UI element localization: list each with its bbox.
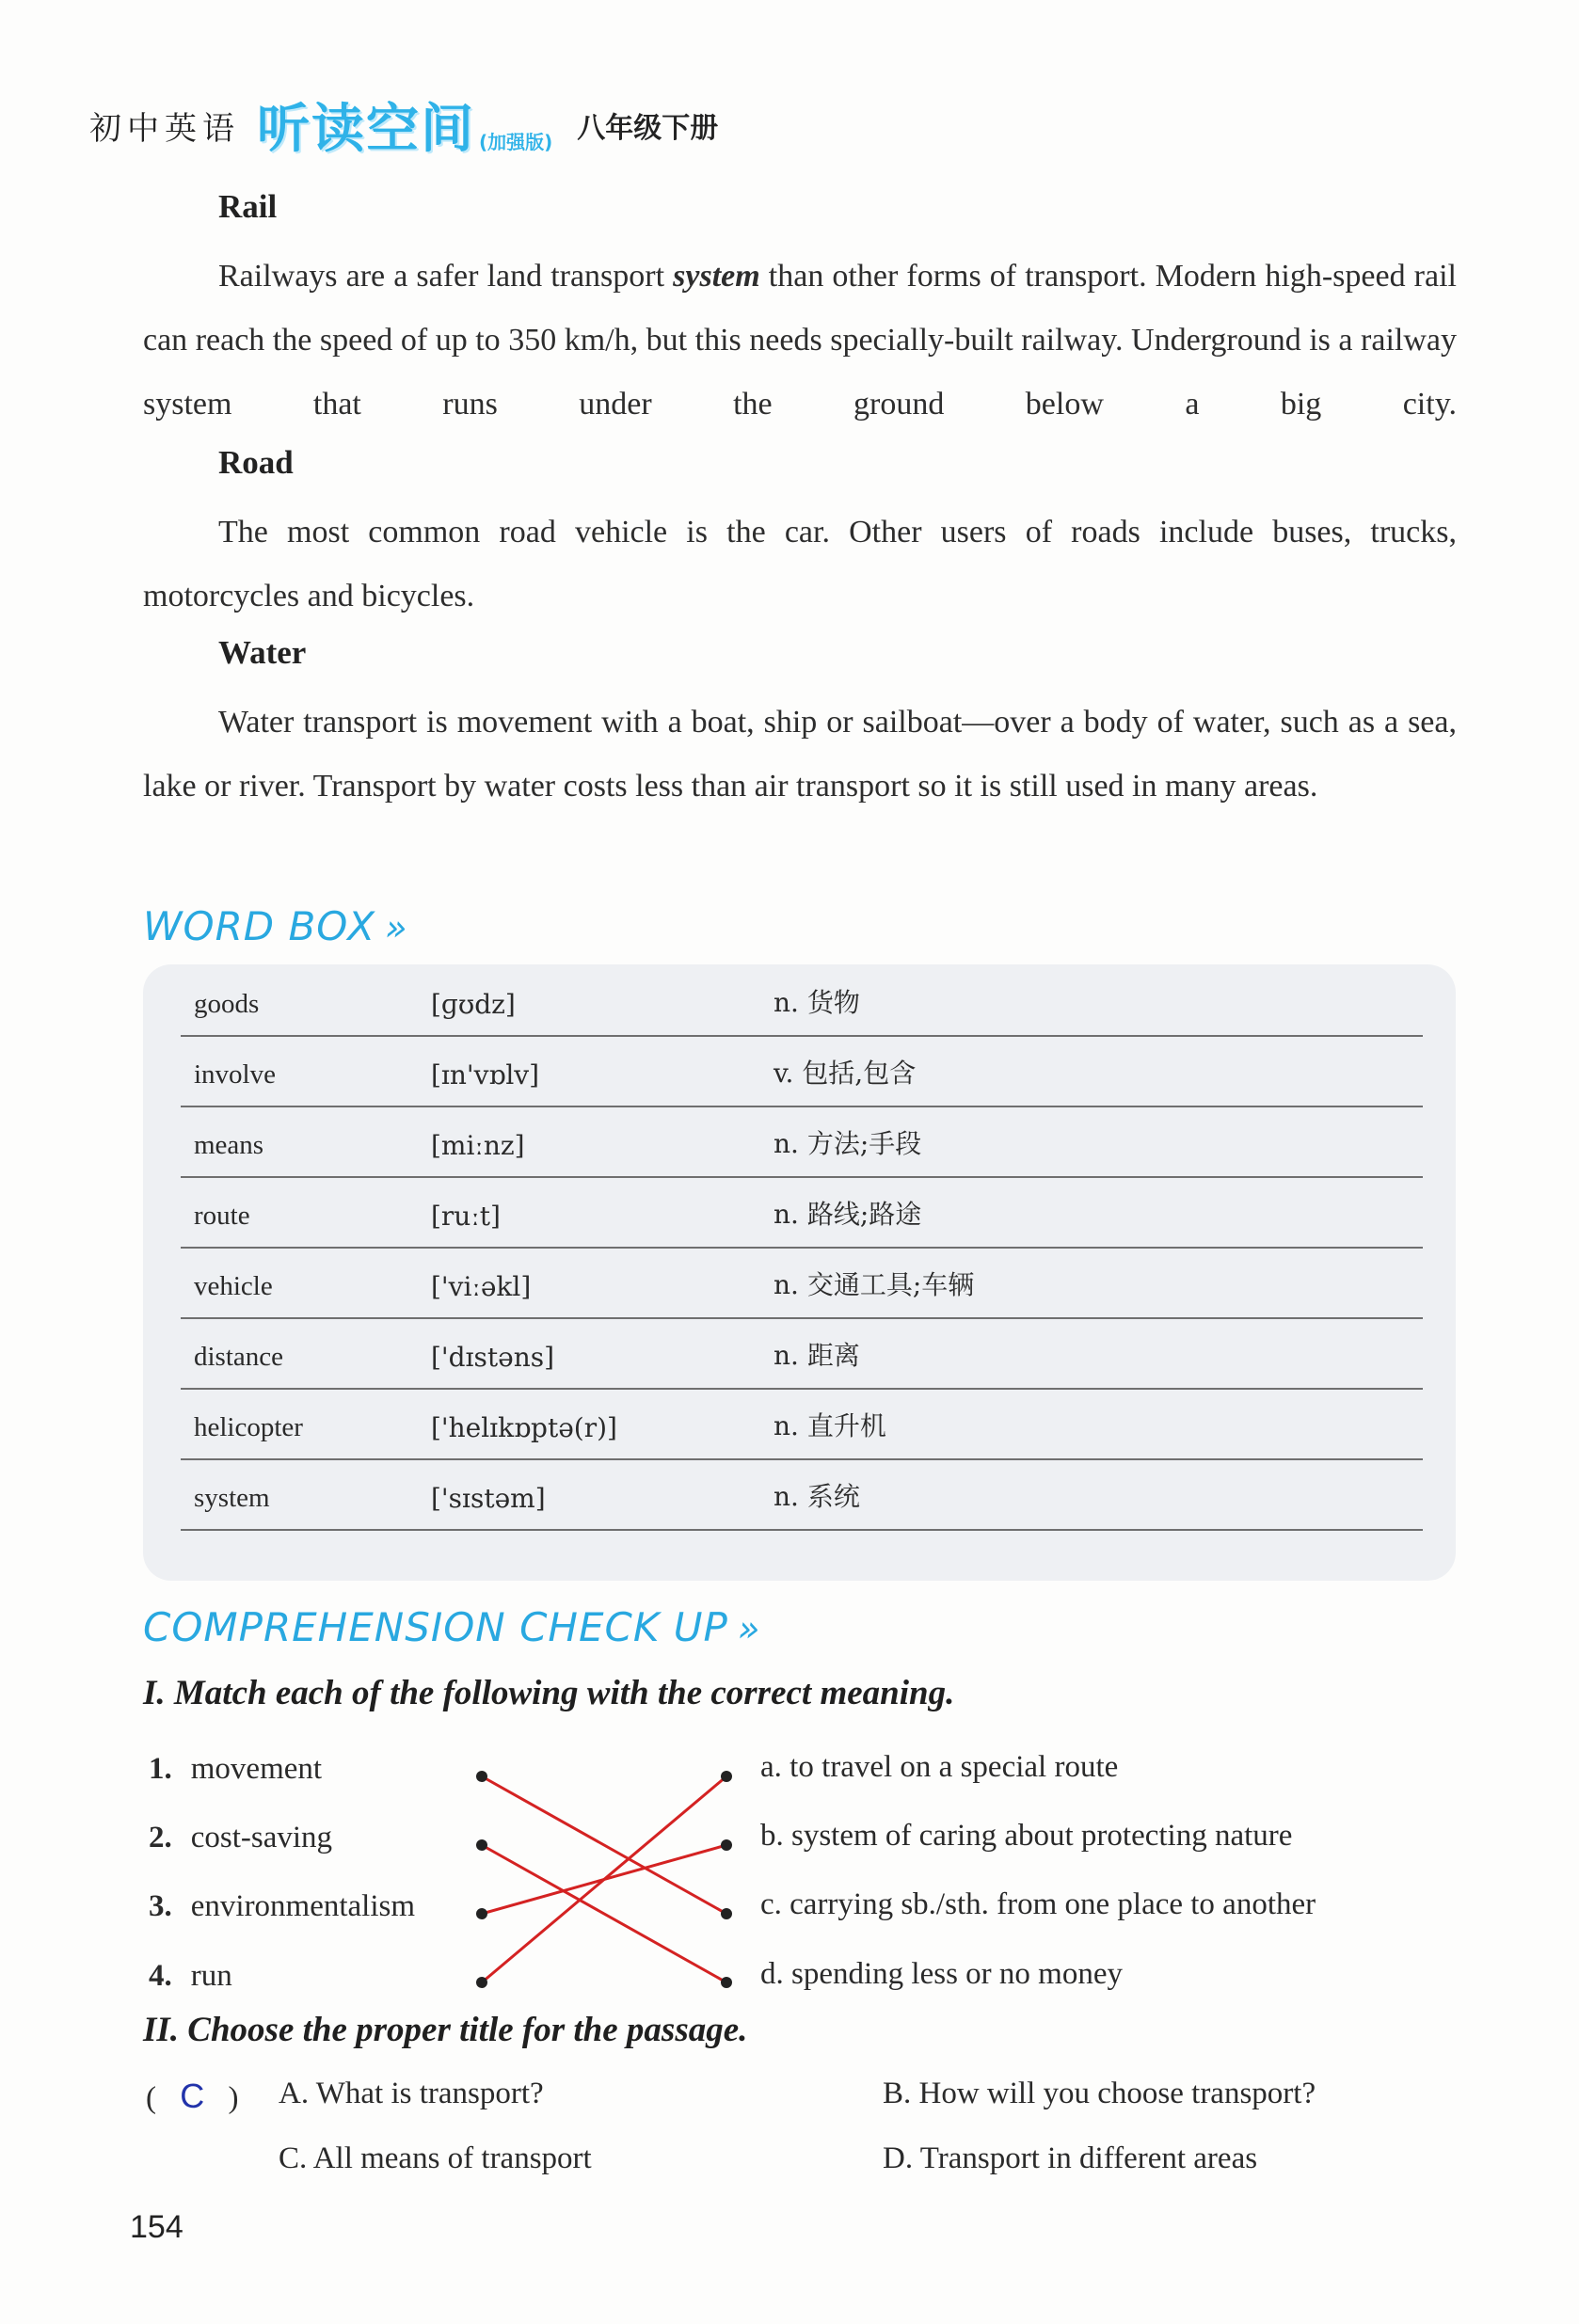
meaning: n. 直升机 <box>774 1410 886 1441</box>
part1-instruction: I. Match each of the following with the correct meaning. <box>143 1674 955 1712</box>
double-chevron-icon: » <box>737 1608 761 1649</box>
rail-text-after: than other forms of transport. Modern high-speed rail can reach the speed of up to 350 km/h, but this needs specially-built railway. Underground is a railway system that runs under the ground below a big city. <box>143 259 1457 422</box>
road-heading: Road <box>218 444 294 481</box>
answer-value: C <box>180 2077 205 2115</box>
phonetic: ['dɪstəns] <box>431 1342 555 1373</box>
comprehension-title-text: COMPREHENSION CHECK UP <box>143 1604 728 1650</box>
word-box-title-text: WORD BOX <box>143 903 375 949</box>
word: goods <box>194 989 260 1019</box>
meaning: n. 货物 <box>774 987 860 1018</box>
water-heading: Water <box>218 634 307 671</box>
rail-text-before: Railways are a safer land transport <box>218 259 674 294</box>
left-dot-4 <box>476 1977 487 1988</box>
word: distance <box>194 1342 284 1372</box>
match-right-item: c. carrying sb./sth. from one place to another <box>760 1887 1316 1921</box>
phonetic: [ɪn'vɒlv] <box>431 1059 540 1090</box>
meaning: n. 交通工具;车辆 <box>774 1269 975 1300</box>
match-right-item: a. to travel on a special route <box>760 1750 1119 1784</box>
brand-logo: 听读空间 <box>257 99 475 160</box>
page-number: 154 <box>130 2209 183 2245</box>
left-dot-2 <box>476 1839 487 1851</box>
word: system <box>194 1483 270 1513</box>
item-number: 2. <box>149 1821 172 1854</box>
paren-close: ) <box>228 2081 239 2115</box>
match-line-4 <box>482 1776 726 1982</box>
phonetic: ['sɪstəm] <box>431 1483 546 1514</box>
item-number: 1. <box>149 1752 172 1786</box>
word: involve <box>194 1059 276 1090</box>
item-text: run <box>190 1959 232 1993</box>
phonetic: [miːnz] <box>431 1130 525 1161</box>
meaning: v. 包括,包含 <box>774 1058 917 1089</box>
part2-instruction: II. Choose the proper title for the passage. <box>143 2011 748 2049</box>
left-dot-1 <box>476 1771 487 1782</box>
option-c: C. All means of transport <box>279 2141 592 2175</box>
phonetic: [ɡʊdz] <box>431 989 516 1020</box>
rail-heading: Rail <box>218 188 278 225</box>
phonetic: ['viːəkl] <box>431 1271 532 1302</box>
double-chevron-icon: » <box>384 907 408 948</box>
item-number: 4. <box>149 1959 172 1993</box>
word: helicopter <box>194 1412 303 1442</box>
match-line-1 <box>482 1776 726 1914</box>
edition-label: (加强版) <box>479 131 553 153</box>
answer-bracket <box>146 2077 239 2116</box>
rail-keyword: system <box>673 259 760 294</box>
paren-open: ( <box>146 2081 156 2115</box>
meaning: n. 方法;手段 <box>774 1128 922 1159</box>
option-b: B. How will you choose transport? <box>883 2077 1316 2110</box>
option-a: A. What is transport? <box>279 2077 544 2110</box>
match-line-2 <box>482 1845 726 1982</box>
phonetic: [ruːt] <box>431 1201 501 1232</box>
match-right-item: d. spending less or no money <box>760 1957 1123 1991</box>
grade-label: 八年级下册 <box>577 112 719 145</box>
right-dot-2 <box>721 1839 732 1851</box>
water-text: Water transport is movement with a boat, ship or sailboat—over a body of water, such as a sea, lake or river. Transport by water costs less than air transport so it is still used in many areas. <box>143 705 1457 804</box>
word: means <box>194 1130 264 1160</box>
series-title: 初中英语 <box>89 109 240 148</box>
item-number: 3. <box>149 1889 172 1923</box>
meaning: n. 距离 <box>774 1340 860 1371</box>
match-right-item: b. system of caring about protecting nature <box>760 1819 1293 1853</box>
right-dot-3 <box>721 1908 732 1919</box>
meaning: n. 系统 <box>774 1481 860 1512</box>
item-text: movement <box>190 1752 323 1786</box>
item-text: cost-saving <box>190 1821 333 1854</box>
meaning: n. 路线;路途 <box>774 1199 922 1230</box>
phonetic: ['helɪkɒptə(r)] <box>431 1412 617 1443</box>
road-text: The most common road vehicle is the car. Other users of roads include buses, trucks, motorcycles and bicycles. <box>143 515 1457 613</box>
word: vehicle <box>194 1271 273 1301</box>
word: route <box>194 1201 250 1231</box>
right-dot-1 <box>721 1771 732 1782</box>
left-dot-3 <box>476 1908 487 1919</box>
item-text: environmentalism <box>190 1889 416 1923</box>
option-d: D. Transport in different areas <box>883 2141 1258 2175</box>
right-dot-4 <box>721 1977 732 1988</box>
